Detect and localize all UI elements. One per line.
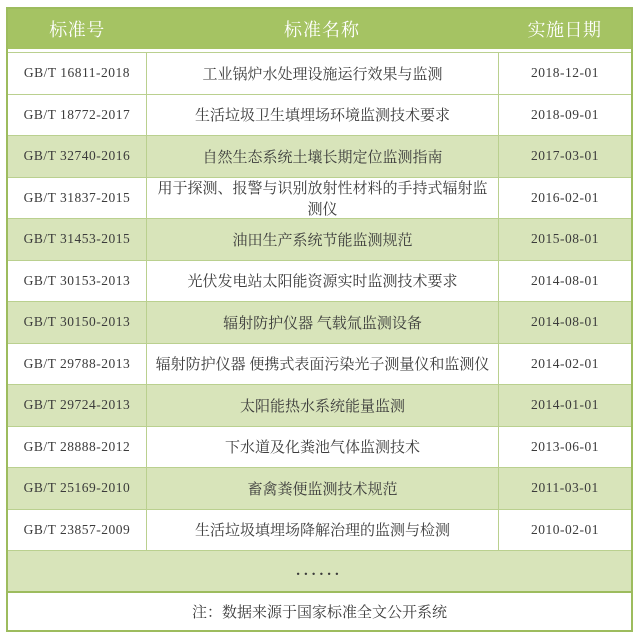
cell-standard-name: 生活垃圾卫生填埋场环境监测技术要求 <box>146 95 498 136</box>
cell-standard-number: GB/T 29788-2013 <box>23 355 131 371</box>
table-row <box>8 218 631 260</box>
cell-standard-number: GB/T 18772-2017 <box>23 106 131 122</box>
standards-table <box>6 7 633 632</box>
cell-standard-number: GB/T 31837-2015 <box>23 189 131 205</box>
cell-implementation-date: 2014-02-01 <box>498 344 631 385</box>
header-cell-implementation-date: 实施日期 <box>527 20 602 40</box>
cell-standard-number: GB/T 30153-2013 <box>23 272 131 288</box>
cell-implementation-date: 2015-08-01 <box>498 219 631 260</box>
cell-implementation-date: 2014-01-01 <box>498 385 631 426</box>
cell-standard-number: GB/T 31453-2015 <box>23 231 131 247</box>
table-row <box>8 177 631 219</box>
cell-implementation-date: 2014-08-01 <box>498 302 631 343</box>
cell-standard-number: GB/T 23857-2009 <box>23 521 131 537</box>
cell-standard-number: GB/T 16811-2018 <box>23 65 131 81</box>
cell-standard-name: 辐射防护仪器 气载氚监测设备 <box>146 302 498 343</box>
table-row <box>8 426 631 468</box>
cell-standard-number: GB/T 29724-2013 <box>23 397 131 413</box>
cell-standard-name: 太阳能热水系统能量监测 <box>146 385 498 426</box>
cell-standard-name: 工业锅炉水处理设施运行效果与监测 <box>146 53 498 94</box>
cell-standard-number: GB/T 28888-2012 <box>23 438 131 454</box>
ellipsis-text: ...... <box>296 562 343 579</box>
cell-implementation-date: 2018-12-01 <box>498 53 631 94</box>
cell-standard-name: 畜禽粪便监测技术规范 <box>146 468 498 509</box>
cell-standard-name: 油田生产系统节能监测规范 <box>146 219 498 260</box>
header-cell-standard-name: 标准名称 <box>284 20 360 40</box>
cell-implementation-date: 2013-06-01 <box>498 427 631 468</box>
table-row <box>8 94 631 136</box>
cell-standard-name: 生活垃圾填埋场降解治理的监测与检测 <box>146 510 498 551</box>
table-row <box>8 135 631 177</box>
cell-standard-name: 下水道及化粪池气体监测技术 <box>146 427 498 468</box>
cell-implementation-date: 2011-03-01 <box>498 468 631 509</box>
table-row <box>8 509 631 551</box>
ellipsis-row <box>8 550 631 593</box>
cell-standard-name: 光伏发电站太阳能资源实时监测技术要求 <box>146 261 498 302</box>
note-row <box>8 593 631 630</box>
header-cell-standard-number: 标准号 <box>49 20 105 40</box>
table-row <box>8 301 631 343</box>
note-text: 注：数据来源于国家标准全文公开系统 <box>191 605 447 621</box>
table-header <box>8 9 631 52</box>
cell-standard-name: 自然生态系统土壤长期定位监测指南 <box>146 136 498 177</box>
cell-implementation-date: 2018-09-01 <box>498 95 631 136</box>
table-row <box>8 52 631 94</box>
cell-standard-name: 用于探测、报警与识别放射性材料的手持式辐射监测仪 <box>146 178 498 219</box>
cell-standard-number: GB/T 32740-2016 <box>23 148 131 164</box>
table-row <box>8 260 631 302</box>
table-row <box>8 384 631 426</box>
cell-implementation-date: 2016-02-01 <box>498 178 631 219</box>
table-row <box>8 467 631 509</box>
cell-implementation-date: 2017-03-01 <box>498 136 631 177</box>
cell-standard-name: 辐射防护仪器 便携式表面污染光子测量仪和监测仪 <box>146 344 498 385</box>
cell-implementation-date: 2014-08-01 <box>498 261 631 302</box>
table-row <box>8 343 631 385</box>
cell-implementation-date: 2010-02-01 <box>498 510 631 551</box>
cell-standard-number: GB/T 30150-2013 <box>23 314 131 330</box>
cell-standard-number: GB/T 25169-2010 <box>23 480 131 496</box>
